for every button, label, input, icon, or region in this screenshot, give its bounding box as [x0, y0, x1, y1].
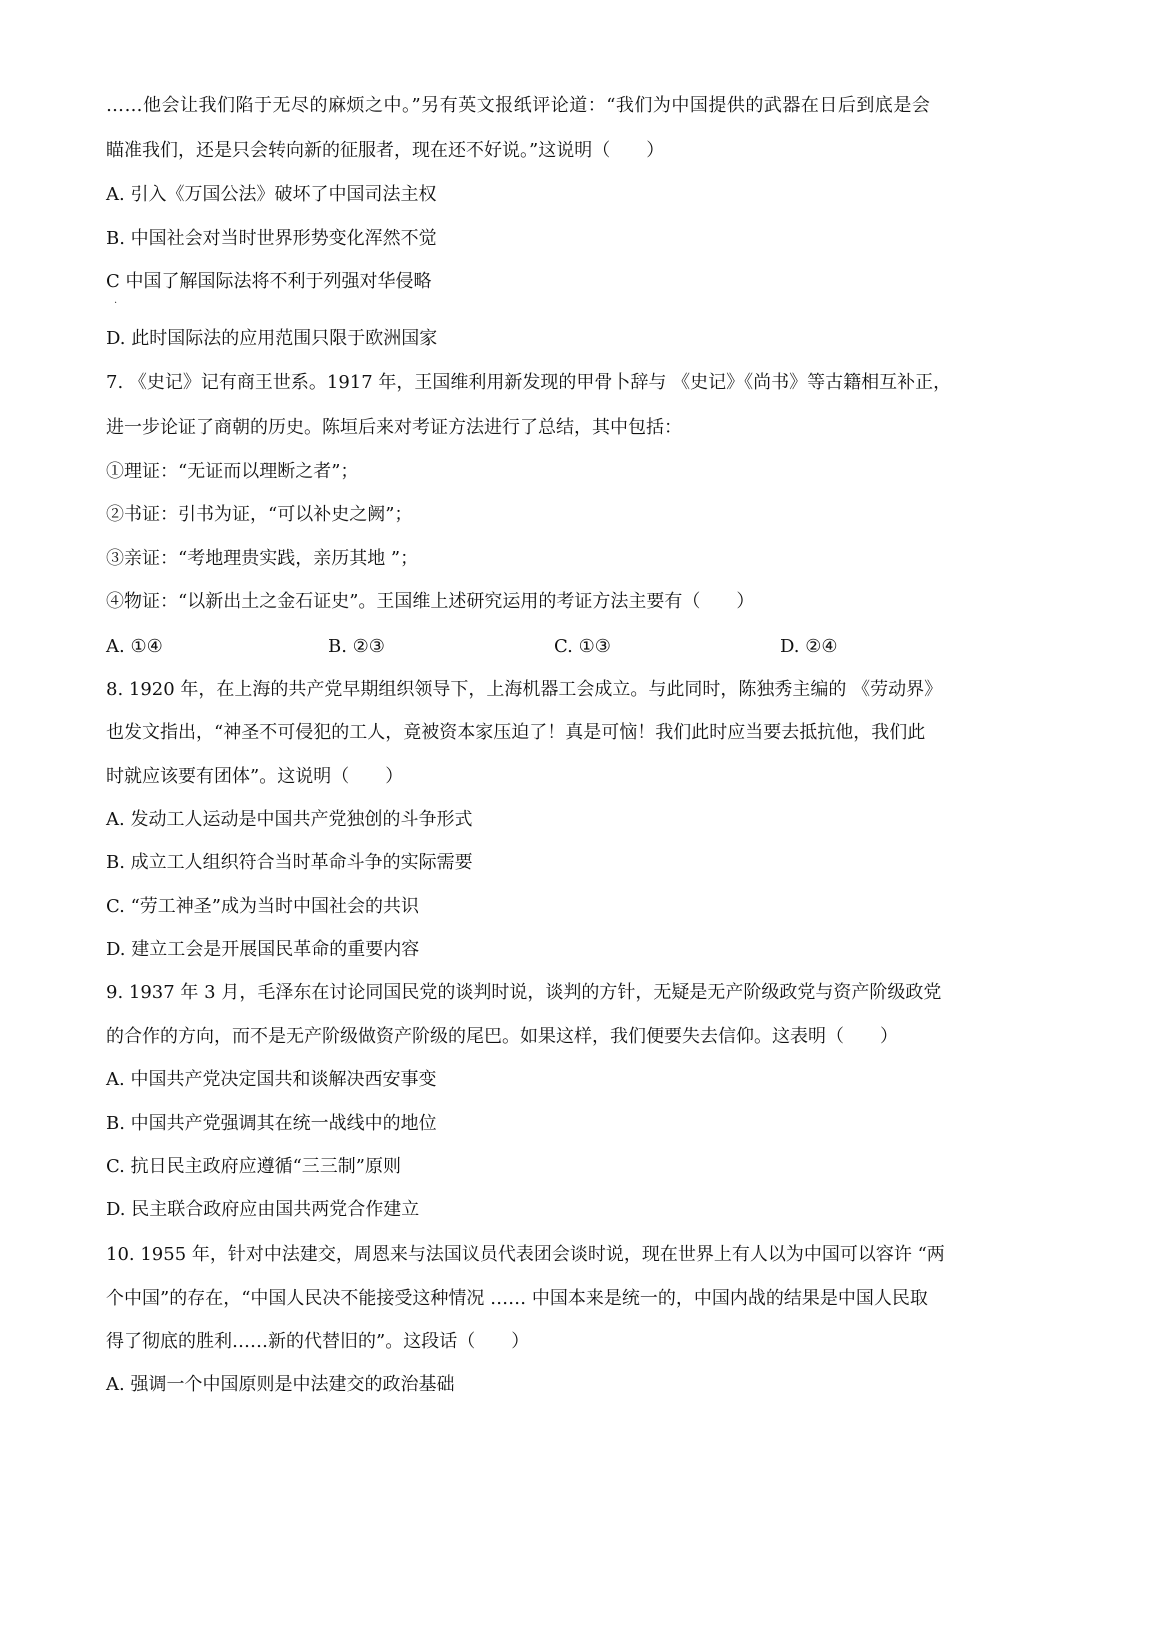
q9-option-c: C. 抗日民主政府应遵循“三三制”原则	[106, 1156, 401, 1177]
q7-item-1: ①理证：“无证而以理断之者”；	[106, 461, 359, 482]
q7-stem-line-2: 进一步论证了商朝的历史。陈垣后来对考证方法进行了总结，其中包括：	[106, 417, 682, 438]
q10-stem-line-2: 个中国”的存在，“中国人民决不能接受这种情况 …… 中国本来是统一的，中国内战的结果是中国人民取	[106, 1288, 928, 1309]
q7-item-3: ③亲证：“考地理贵实践，亲历其地 ”；	[106, 548, 419, 569]
q8-stem-line-2: 也发文指出，“神圣不可侵犯的工人，竟被资本家压迫了！真是可恼！我们此时应当要去抵抗他，我们此	[106, 722, 926, 743]
q9-stem-line-2: 的合作的方向，而不是无产阶级做资产阶级的尾巴。如果这样，我们便要失去信仰。这表明（ ）	[106, 1026, 898, 1047]
q7-option-d: D. ②④	[780, 636, 838, 657]
q6-option-b: B. 中国社会对当时世界形势变化浑然不觉	[106, 228, 437, 249]
q8-stem-line-3: 时就应该要有团体”。这说明（ ）	[106, 766, 404, 787]
q7-option-b: B. ②③	[328, 636, 385, 657]
q7-item-2: ②书证：引书为证，“可以补史之阙”；	[106, 504, 413, 525]
q10-option-a: A. 强调一个中国原则是中法建交的政治基础	[106, 1374, 455, 1395]
q10-stem-line-1: 10. 1955 年，针对中法建交，周恩来与法国议员代表团会谈时说，现在世界上有人以为中国可以容许 “两	[106, 1244, 945, 1265]
q6-option-c: C 中国了解国际法将不利于列强对华侵略	[106, 271, 432, 292]
q6-option-c-dot: .	[114, 295, 118, 306]
q9-stem-line-1: 9. 1937 年 3 月，毛泽东在讨论同国民党的谈判时说，谈判的方针，无疑是无产阶级政党与资产阶级政党	[106, 982, 942, 1003]
q9-option-a: A. 中国共产党决定国共和谈解决西安事变	[106, 1069, 437, 1090]
q6-option-a: A. 引入《万国公法》破坏了中国司法主权	[106, 184, 437, 205]
q8-option-d: D. 建立工会是开展国民革命的重要内容	[106, 939, 420, 960]
q8-stem-line-1: 8. 1920 年，在上海的共产党早期组织领导下，上海机器工会成立。与此同时，陈独秀主编的 《劳动界》	[106, 679, 943, 700]
q7-options-row	[106, 635, 1106, 659]
q8-option-c: C. “劳工神圣”成为当时中国社会的共识	[106, 896, 419, 917]
q8-option-b: B. 成立工人组织符合当时革命斗争的实际需要	[106, 852, 473, 873]
q6-stem-line-1: ……他会让我们陷于无尽的麻烦之中。”另有英文报纸评论道：“我们为中国提供的武器在日后到底是会	[106, 95, 931, 116]
q6-stem-line-2: 瞄准我们，还是只会转向新的征服者，现在还不好说。”这说明（ ）	[106, 140, 665, 161]
q8-option-a: A. 发动工人运动是中国共产党独创的斗争形式	[106, 809, 473, 830]
q7-option-c: C. ①③	[554, 636, 611, 657]
q10-stem-line-3: 得了彻底的胜利……新的代替旧的”。这段话（ ）	[106, 1331, 530, 1352]
q7-option-a: A. ①④	[106, 636, 163, 657]
q9-option-d: D. 民主联合政府应由国共两党合作建立	[106, 1199, 420, 1220]
q9-option-b: B. 中国共产党强调其在统一战线中的地位	[106, 1113, 437, 1134]
q7-item-4: ④物证：“以新出土之金石证史”。王国维上述研究运用的考证方法主要有（ ）	[106, 591, 755, 612]
q6-option-d: D. 此时国际法的应用范围只限于欧洲国家	[106, 328, 438, 349]
q7-stem-line-1: 7. 《史记》记有商王世系。1917 年，王国维利用新发现的甲骨卜辞与 《史记》《尚书》等古籍相互补正，	[106, 372, 952, 393]
